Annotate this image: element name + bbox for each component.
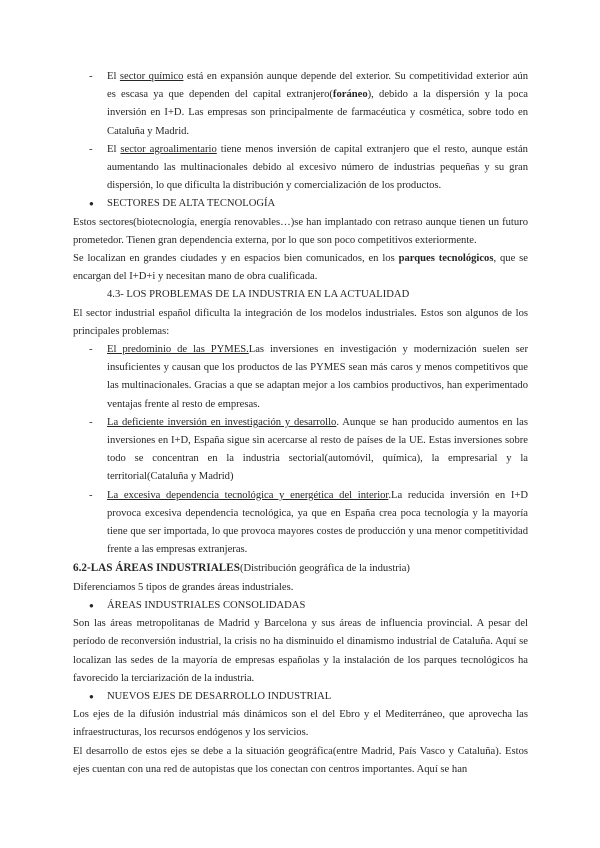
underlined-term: La deficiente inversión en investigación y desarrollo [107,416,337,428]
paragraph: El desarrollo de estos ejes se debe a la situación geográfica(entre Madrid, País Vasco y Cataluña). Estos ejes cuentan con una red de autopistas que los conectan con centros importantes. Aquí se han [73,745,528,775]
bullet-icon: ● [89,600,94,610]
heading-text: ÁREAS INDUSTRIALES CONSOLIDADAS [107,599,306,611]
item-text: El [107,143,121,155]
item-text: El [107,71,120,82]
item-text: .La reducida inversión en I+D provoca excesiva dependencia tecnológica, ya que en España crea poca tecnología y la mayoría tiene que ser importada, lo que provoca mayores costes de producción y una menor competitividad frente a las empresas extranjeras. [107,489,528,556]
list-item-inversion [73,414,528,487]
section-heading-consolidadas [73,597,528,615]
paragraph-text: , que se encargan del I+D+i y necesitan mano de obra cualificada. [73,253,528,283]
section-heading-problemas: 4.3- LOS PROBLEMAS DE LA INDUSTRIA EN LA ACTUALIDAD [107,289,410,301]
underlined-term: El predominio de las PYMES. [107,344,249,356]
underlined-term: La excesiva dependencia tecnológica y energética del interior [107,489,389,501]
paragraph [73,250,528,286]
paragraph-text: Se localizan en grandes ciudades y en espacios bien comunicados, en los [73,253,399,265]
bullet-icon: ● [89,691,94,701]
section-title-bold: 6.2-LAS ÁREAS INDUSTRIALES [73,562,240,575]
dash-marker: - [89,143,93,155]
list-item-sector-quimico [73,68,528,141]
item-text: . Aunque se han producido aumentos en las inversiones en I+D, España sigue sin acercarse al resto de países de la UE. Estas inversiones sobre todo se concentran en la industria sectorial(automóvil, química), la empresarial y la territorial(Cataluña y Madrid) [107,416,528,483]
item-text: está en expansión aunque depende del exterior. Su competitividad exterior aún es escasa ya que dependen del capital extranjero( [107,71,528,101]
underlined-term: sector químico [119,71,184,82]
heading-text: NUEVOS EJES DE DESARROLLO INDUSTRIAL [107,690,332,702]
paragraph: Diferenciamos 5 tipos de grandes áreas industriales. [73,581,294,593]
item-text: ), debido a la dispersión y la poca inversión en I+D. Las empresas son principalmente de farmacéutica y cosmética, sobre todo en Cataluña y Madrid. [107,89,528,137]
section-heading-nuevos-ejes [73,688,528,706]
paragraph: Los ejes de la difusión industrial más dinámicos son el del Ebro y el Mediterráneo, que aprovecha las infraestructuras, los recursos endógenos y los servicios. [73,709,528,739]
section-heading-alta-tecnologia [73,195,528,213]
bold-term: parques tecnológicos [398,253,494,265]
heading-text: SECTORES DE ALTA TECNOLOGÍA [107,198,276,210]
dash-marker: - [89,416,93,428]
bold-term: foráneo [332,89,368,101]
dash-marker: - [89,344,93,356]
underlined-term: sector agroalimentario [120,143,217,155]
paragraph: Estos sectores(biotecnología, energía renovables…)se han implantado con retraso aunque tienen un futuro prometedor. Tienen gran dependencia externa, por lo que son poco competitivos exteriormente. [73,216,528,246]
bullet-icon: ● [89,199,94,209]
list-item-dependencia [73,487,528,560]
section-title-rest: (Distribución geográfica de la industria) [239,563,410,575]
paragraph: Son las áreas metropolitanas de Madrid y Barcelona y sus áreas de influencia provincial. A pesar del período de reconversión industrial, la crisis no ha disminuido el dinamismo industrial de Cataluña. Aquí se localizan las sedes de la mayoría de empresas españolas y la instalación de los parques tecnológicos ha favorecido la terciarización de la industria. [73,618,528,684]
item-text: tiene menos inversión de capital extranjero que el resto, aunque están aumentando las multinacionales debido al excesivo número de industrias pequeñas y su gran dispersión, lo que dificulta la distribución y comercialización de los productos. [107,143,528,192]
page-content [73,68,528,779]
paragraph: El sector industrial español dificulta la integración de los modelos industriales. Estos son algunos de los principales problemas: [73,307,528,337]
dash-marker: - [89,489,93,501]
item-text: Las inversiones en investigación y modernización suelen ser insuficientes y causan que los productos de las PYMES sean más caros y menos competitivos que las multinacionales. Gracias a que se adaptan mejor a los cambios productivos, han experimentado ventajas frente al resto de empresas. [107,344,528,410]
dash-marker: - [89,71,93,82]
list-item-pymes [73,341,528,414]
list-item-sector-agroalimentario [73,141,528,196]
section-title-areas [73,559,528,578]
